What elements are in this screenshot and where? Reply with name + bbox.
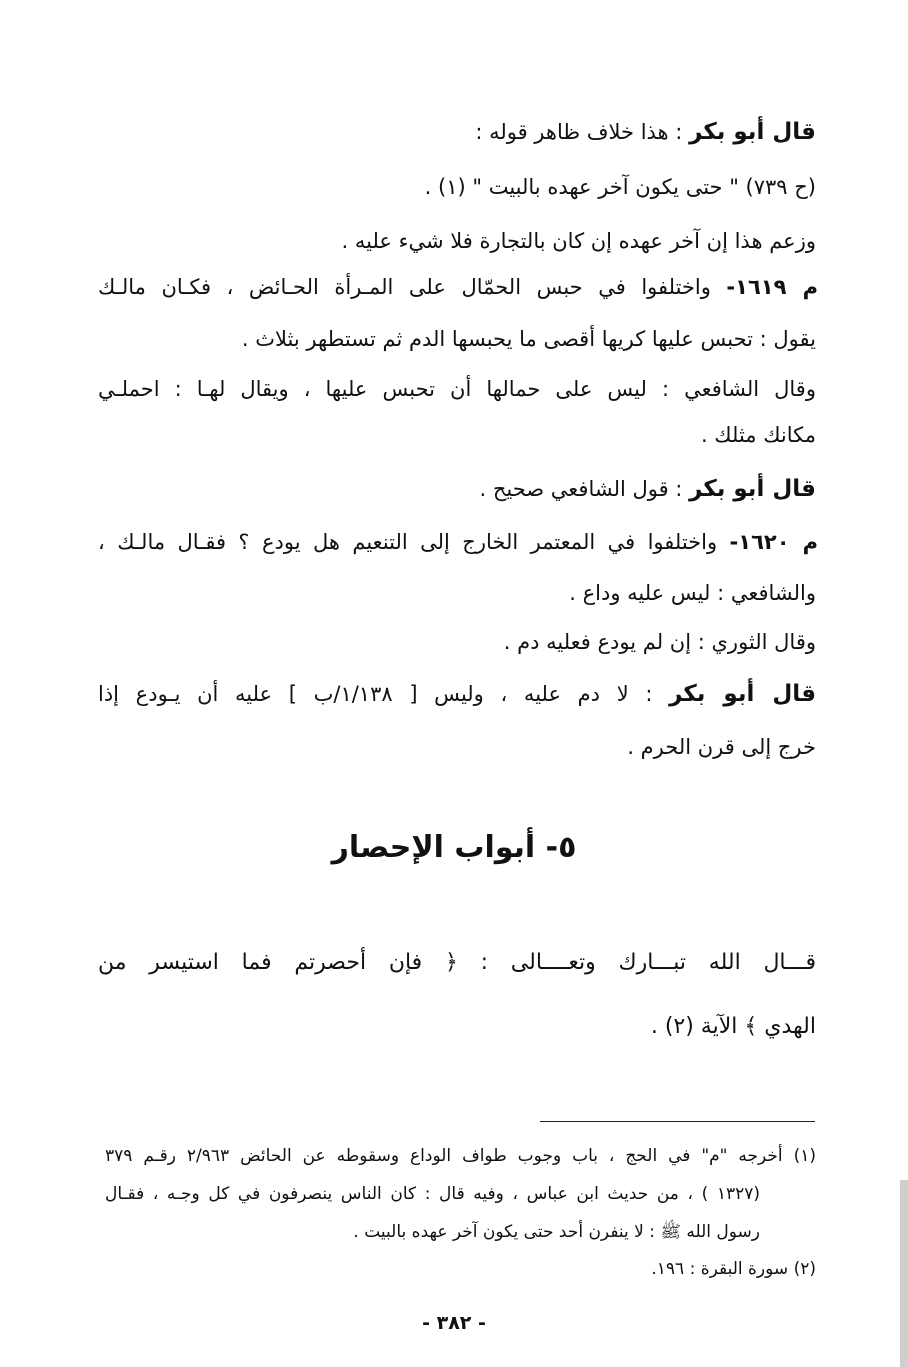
page-edge-shadow [900,1180,908,1367]
paragraph-text: : قول الشافعي صحيح . [479,477,690,501]
paragraph-text: : هذا خلاف ظاهر قوله : [475,120,690,144]
footnote-separator [540,1121,815,1122]
speaker-label: قال أبو بكر [689,476,816,502]
footnote-2: (٢) سورة البقرة : ١٩٦. [651,1259,816,1279]
quran-verse-line-2: الهدي ﴾ الآية (٢) . [650,1014,816,1039]
paragraph-abu-bakr-3-cont: خرج إلى قرن الحرم . [627,735,816,759]
paragraph-shafii-2: والشافعي : ليس عليه وداع . [569,581,816,605]
paragraph-shafii-cont: مكانك مثلك . [700,423,816,447]
issue-1620 [98,527,818,557]
paragraph-malik: يقول : تحبس عليها كريها أقصى ما يحبسها الدم ثم تستطهر بثلاث . [241,327,816,351]
issue-number: م ١٦١٩- [726,275,819,299]
issue-1619 [98,272,818,302]
hadith-739: (ح ٧٣٩) " حتى يكون آخر عهده بالبيت " (١) . [424,175,816,199]
paragraph-text: واختلفوا في حبس الحمّال على المـرأة الحـائض ، فكـان مالـك [98,275,727,299]
section-heading: ٥- أبواب الإحصار [331,830,577,865]
paragraph-thawri: وقال الثوري : إن لم يودع فعليه دم . [503,630,816,654]
paragraph-text: واختلفوا في المعتمر الخارج إلى التنعيم هل يودع ؟ فقـال مالـك ، [98,530,730,554]
issue-number: م ١٦٢٠- [729,530,818,554]
paragraph-abu-bakr-3 [98,679,816,709]
footnote-1-line-1: (١) أخرجه "م" في الحج ، باب وجوب طواف الوداع وسقوطه عن الحائض ٢/٩٦٣ رقـم ٣٧٩ [105,1146,816,1166]
paragraph-abu-bakr-1 [475,117,816,147]
speaker-label: قال أبو بكر [669,681,816,707]
paragraph-abu-bakr-2 [479,474,816,504]
speaker-label: قال أبو بكر [689,119,816,145]
footnote-1-line-2: (١٣٢٧ ) ، من حديث ابن عباس ، وفيه قال : كان الناس ينصرفون في كل وجـه ، فقـال [105,1184,760,1204]
quran-verse-line-1: قـــال الله تبـــارك وتعــــالى : ﴿ فإن أحصرتم فما استيسر من [98,950,816,975]
paragraph-text: : لا دم عليه ، وليس [ ١/١٣٨/ب ] عليه أن يـودع إذا [98,682,670,706]
page-number: - ٣٨٢ - [422,1312,486,1334]
footnote-1-line-3: رسول الله ﷺ : لا ينفرن أحد حتى يكون آخر عهده بالبيت . [353,1222,760,1242]
paragraph-shafii: وقال الشافعي : ليس على حمالها أن تحبس عليها ، ويقال لهـا : احملـي [98,377,816,401]
paragraph-claim: وزعم هذا إن آخر عهده إن كان بالتجارة فلا شيء عليه . [341,229,816,253]
